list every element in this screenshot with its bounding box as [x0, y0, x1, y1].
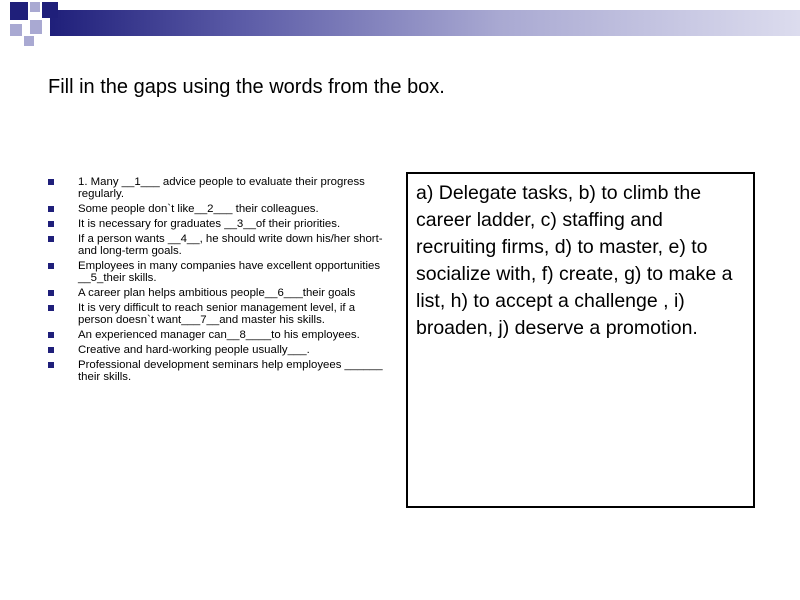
bullet-icon	[48, 263, 54, 269]
bullet-icon	[48, 221, 54, 227]
slide-title: Fill in the gaps using the words from the box.	[48, 76, 445, 98]
exercise-list	[48, 176, 393, 386]
exercise-text: A career plan helps ambitious people__6___their goals	[78, 287, 356, 299]
list-item	[48, 233, 393, 257]
bullet-icon	[48, 206, 54, 212]
word-box	[406, 172, 755, 508]
exercise-text: An experienced manager can__8____to his employees.	[78, 329, 360, 341]
decor-square	[30, 2, 40, 12]
decor-square	[30, 20, 42, 34]
list-item	[48, 359, 393, 383]
exercise-text: Employees in many companies have excellent opportunities __5_their skills.	[78, 260, 381, 284]
word-box-text: a) Delegate tasks, b) to climb the career ladder, c) staffing and recruiting firms, d) to master, e) to socialize with, f) create, g) to make a list, h) to accept a challenge , i) broaden, j) deserve a promotion.	[416, 182, 733, 339]
list-item	[48, 218, 393, 230]
list-item	[48, 176, 393, 200]
bullet-icon	[48, 290, 54, 296]
bullet-icon	[48, 332, 54, 338]
exercise-text: It is necessary for graduates __3__of their priorities.	[78, 218, 341, 230]
header-gradient-band	[50, 10, 800, 36]
bullet-icon	[48, 362, 54, 368]
decor-square	[24, 36, 34, 46]
exercise-text: If a person wants __4__, he should write down his/her short-and long-term goals.	[78, 233, 383, 257]
list-item	[48, 203, 393, 215]
bullet-icon	[48, 179, 54, 185]
exercise-text: It is very difficult to reach senior management level, if a person doesn`t want___7__and master his skills.	[78, 302, 356, 326]
list-item	[48, 287, 393, 299]
exercise-text: Professional development seminars help employees ______ their skills.	[78, 359, 383, 383]
list-item	[48, 344, 393, 356]
decor-square	[10, 2, 28, 20]
list-item	[48, 329, 393, 341]
decor-square	[42, 2, 58, 18]
decor-square	[10, 24, 22, 36]
list-item	[48, 260, 393, 284]
bullet-icon	[48, 236, 54, 242]
exercise-text: Creative and hard-working people usually___.	[78, 344, 310, 356]
exercise-text: 1. Many __1___ advice people to evaluate their progress regularly.	[78, 176, 365, 200]
bullet-icon	[48, 305, 54, 311]
exercise-text: Some people don`t like__2___ their colleagues.	[78, 203, 319, 215]
bullet-icon	[48, 347, 54, 353]
list-item	[48, 302, 393, 326]
